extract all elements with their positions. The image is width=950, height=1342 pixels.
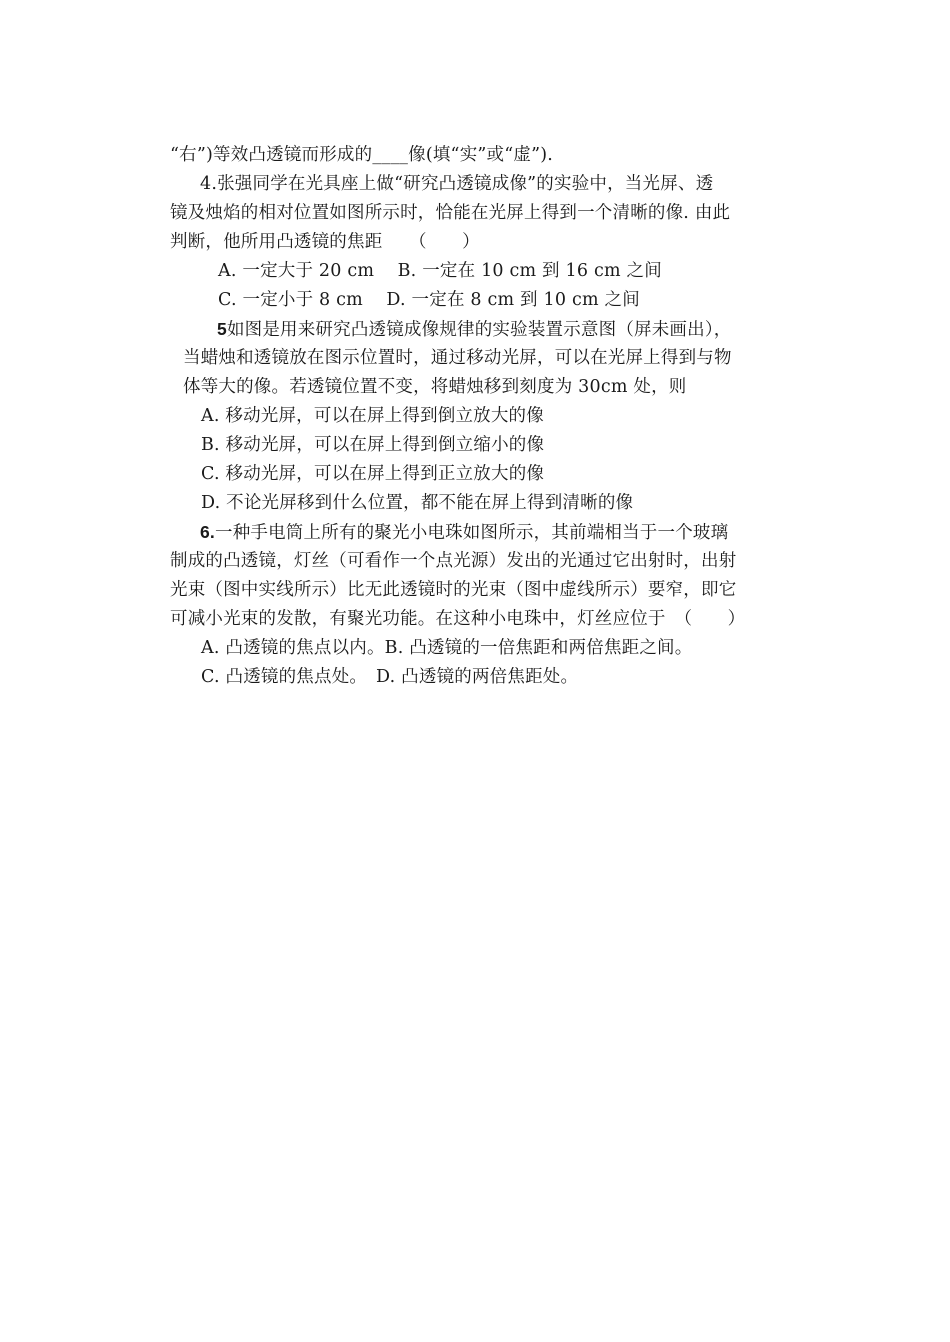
q5-option-a: A. 移动光屏，可以在屏上得到倒立放大的像	[201, 406, 544, 426]
q5-line-1	[217, 317, 732, 342]
q5-line-2: 当蜡烛和透镜放在图示位置时，通过移动光屏，可以在光屏上得到与物	[183, 348, 732, 368]
q6-line-2: 制成的凸透镜，灯丝（可看作一个点光源）发出的光通过它出射时，出射	[170, 551, 737, 571]
q4-line-3: 判断，他所用凸透镜的焦距 （ ）	[170, 232, 480, 252]
q5-option-b: B. 移动光屏，可以在屏上得到倒立缩小的像	[201, 435, 545, 455]
q3-tail-line: “右”)等效凸透镜而形成的____像(填“实”或“虚”).	[170, 145, 554, 165]
q5-option-d: D. 不论光屏移到什么位置，都不能在屏上得到清晰的像	[201, 493, 634, 513]
q5-line-3: 体等大的像。若透镜位置不变，将蜡烛移到刻度为 30cm 处，则	[183, 377, 687, 397]
q5-number: 5	[217, 319, 227, 339]
q6-options-row-2: C. 凸透镜的焦点处。 D. 凸透镜的两倍焦距处。	[201, 667, 579, 687]
q6-line-4: 可减小光束的发散，有聚光功能。在这种小电珠中，灯丝应位于 （ ）	[170, 609, 746, 629]
q5-line-1-text: 如图是用来研究凸透镜成像规律的实验装置示意图（屏未画出），	[226, 320, 732, 340]
q4-options-row-1: A. 一定大于 20 cm B. 一定在 10 cm 到 16 cm 之间	[218, 261, 662, 281]
q5-option-c: C. 移动光屏，可以在屏上得到正立放大的像	[201, 464, 545, 484]
q6-line-1-text: 一种手电筒上所有的聚光小电珠如图所示，其前端相当于一个玻璃	[215, 523, 729, 543]
q6-number: 6.	[200, 522, 215, 542]
q4-line-1: 4.张强同学在光具座上做“研究凸透镜成像”的实验中，当光屏、透	[200, 174, 714, 194]
q4-line-2: 镜及烛焰的相对位置如图所示时，恰能在光屏上得到一个清晰的像. 由此	[170, 203, 731, 223]
q6-line-3: 光束（图中实线所示）比无此透镜时的光束（图中虚线所示）要窄，即它	[170, 580, 737, 600]
q4-options-row-2: C. 一定小于 8 cm D. 一定在 8 cm 到 10 cm 之间	[218, 290, 640, 310]
q6-line-1	[200, 520, 728, 545]
q6-options-row-1: A. 凸透镜的焦点以内。B. 凸透镜的一倍焦距和两倍焦距之间。	[201, 638, 693, 658]
